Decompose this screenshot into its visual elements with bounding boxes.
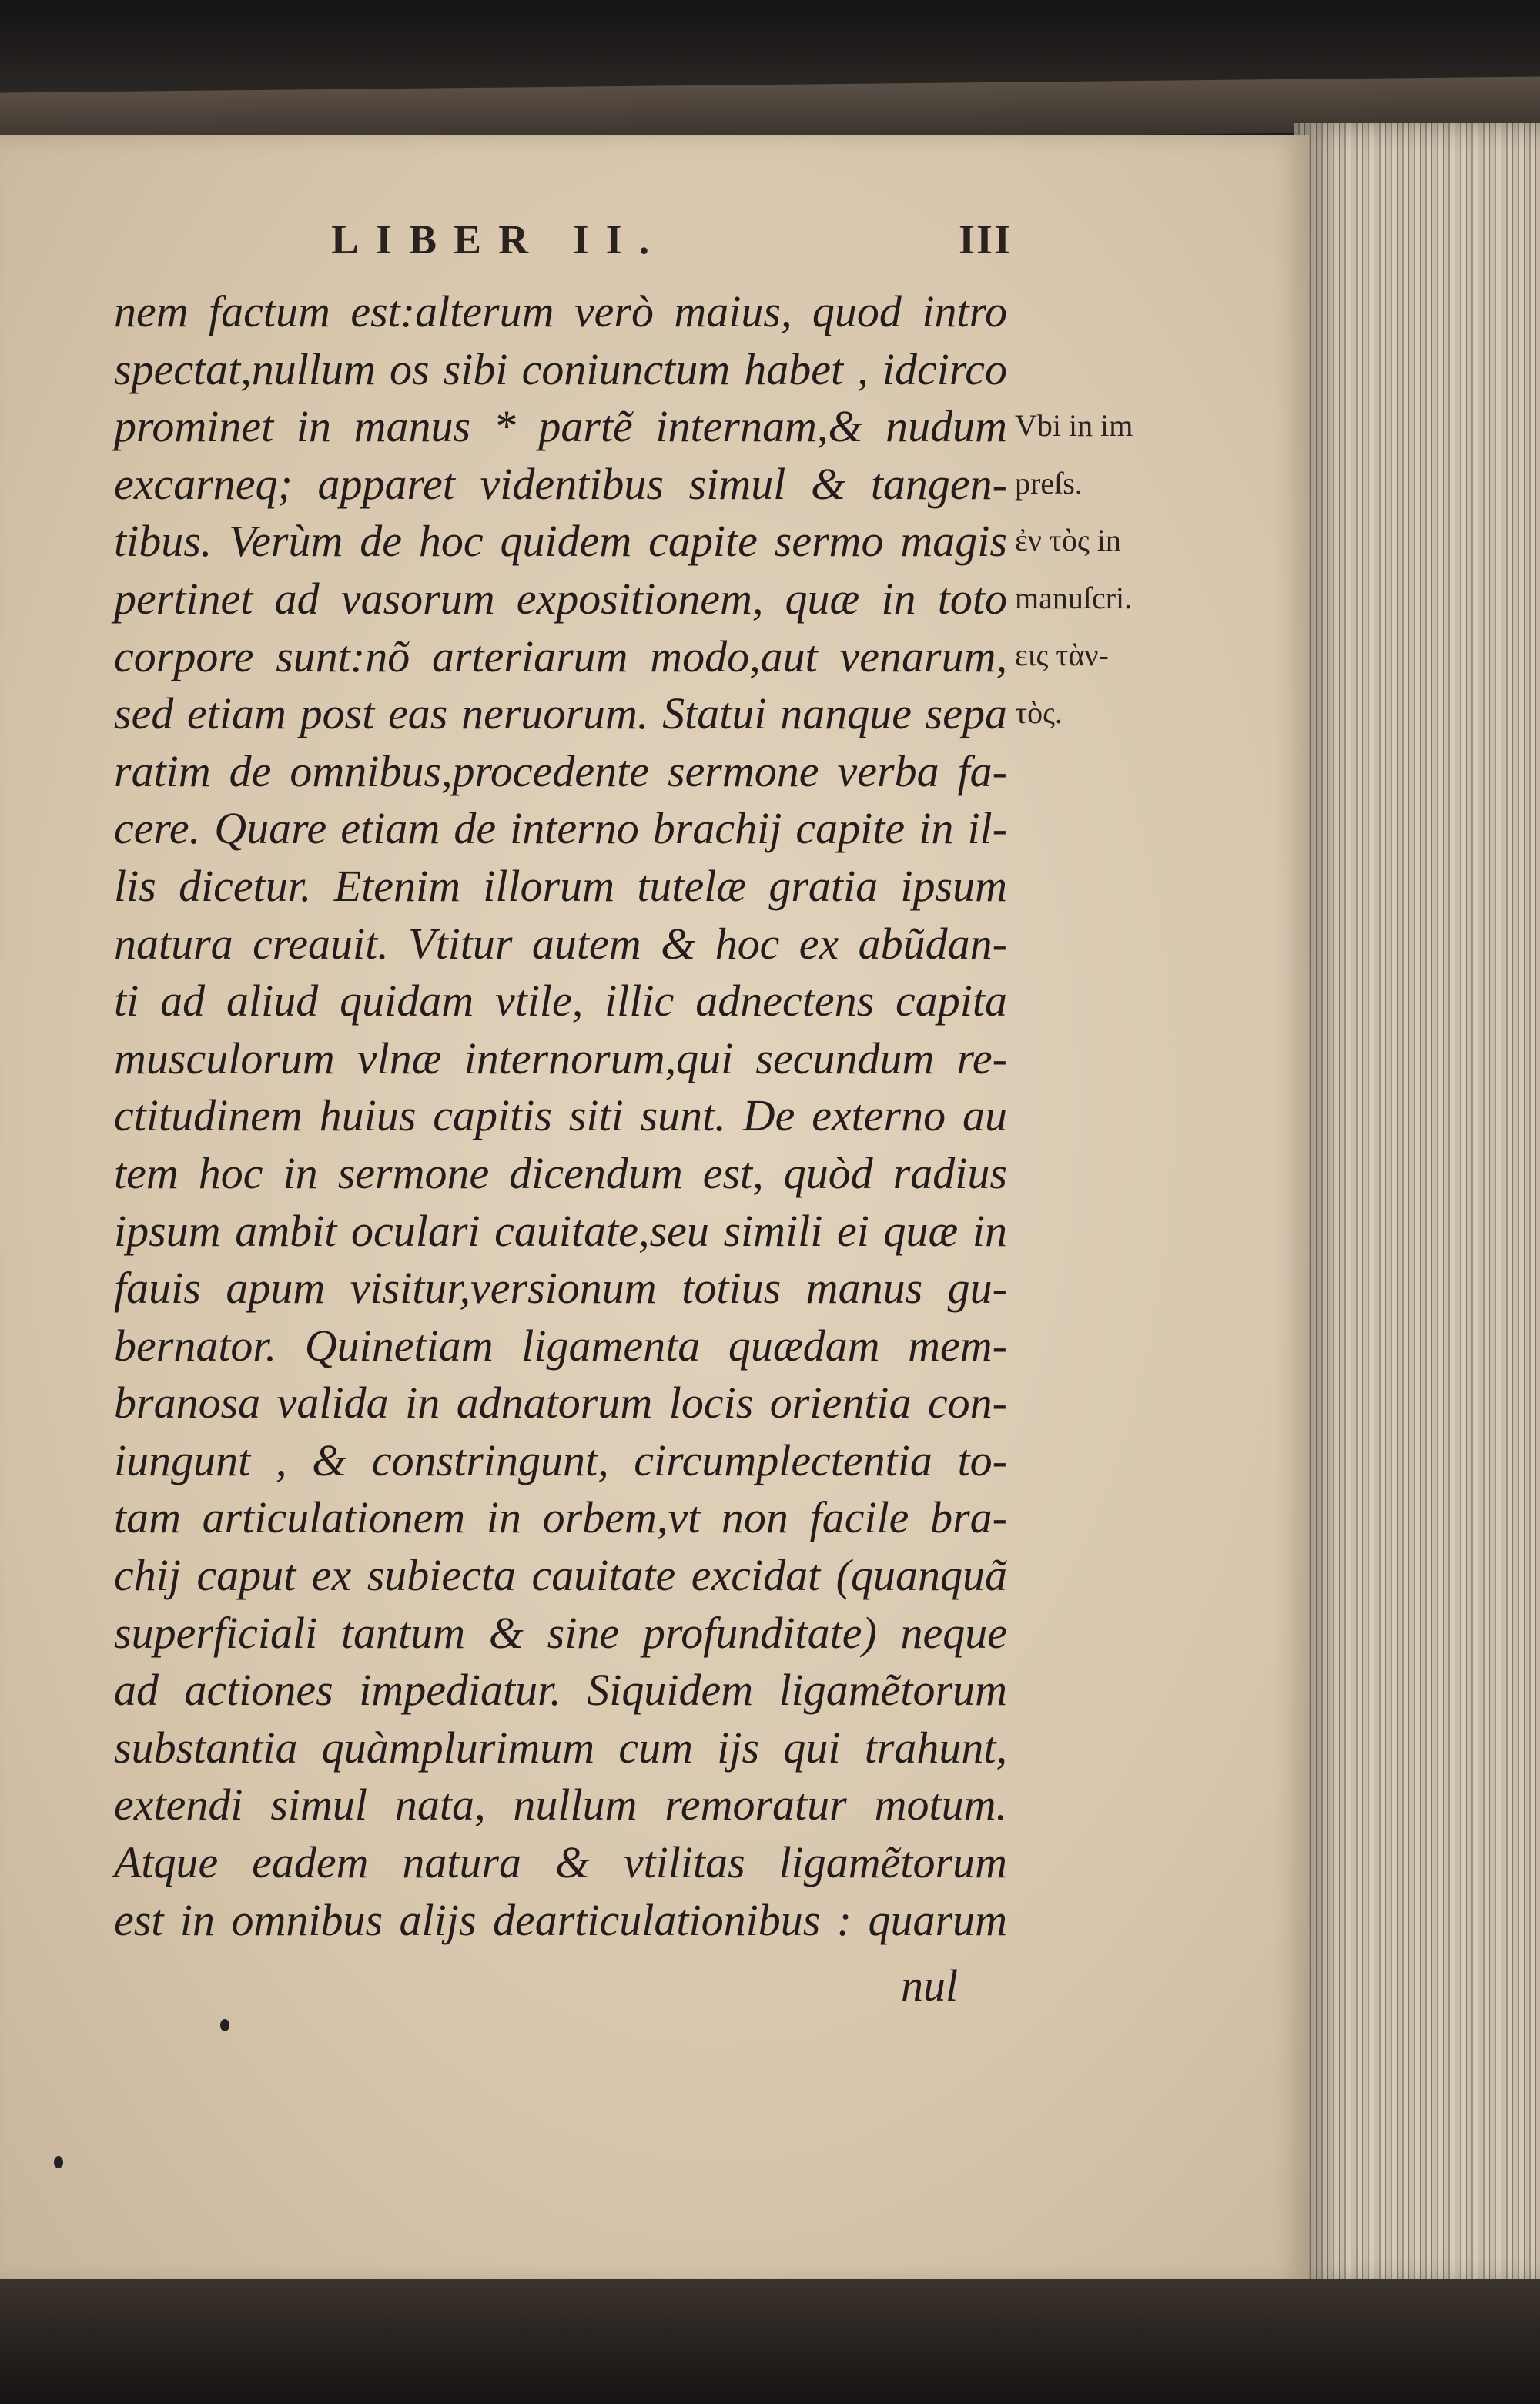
- marginal-note: τὸς.: [1015, 695, 1063, 730]
- text-line: extendi simul nata, nullum remoratur motum.: [114, 1780, 1007, 1830]
- text-line: iungunt , & constringunt, circumplectentia to-: [114, 1435, 1007, 1485]
- text-line: superficiali tantum & sine profunditate) neque: [114, 1607, 1007, 1658]
- body-text: [114, 283, 1007, 1949]
- text-line: ratim de omnibus,procedente sermone verba fa-: [114, 745, 1007, 796]
- text-line: sed etiam post eas neruorum. Statui nanque sepa: [114, 688, 1007, 739]
- text-line: tem hoc in sermone dicendum est, quòd radius: [114, 1147, 1007, 1198]
- text-line: ctitudinem huius capitis siti sunt. De externo au: [114, 1090, 1007, 1141]
- text-line: tam articulationem in orbem,vt non facile bra-: [114, 1492, 1007, 1543]
- marginal-notes: [1015, 397, 1215, 742]
- text-line: pertinet ad vasorum expositionem, quæ in toto: [114, 573, 1007, 624]
- text-line: cere. Quare etiam de interno brachij capite in il-: [114, 803, 1007, 854]
- marginal-note: ἐν τὸς in: [1015, 523, 1121, 558]
- text-line: Atque eadem natura & vtilitas ligamẽtorum: [114, 1837, 1007, 1888]
- text-line: est in omnibus alijs dearticulationibus : quarum: [114, 1894, 1007, 1945]
- page-header: [0, 216, 1309, 270]
- page-fore-edge: [1294, 123, 1540, 2287]
- marginal-note: εις τὰν-: [1015, 638, 1109, 673]
- text-line: natura creauit. Vtitur autem & hoc ex abũdan-: [114, 918, 1007, 969]
- running-head: LIBER II.: [331, 216, 667, 263]
- text-line: corpore sunt:nõ arteriarum modo,aut venarum,: [114, 631, 1007, 681]
- background-bottom: [0, 2279, 1540, 2404]
- catchword: nul: [901, 1960, 959, 2011]
- text-line: ti ad aliud quidam vtile, illic adnectens capita: [114, 976, 1007, 1026]
- text-line: ad actiones impediatur. Siquidem ligamẽtorum: [114, 1665, 1007, 1716]
- text-line: prominet in manus * partẽ internam,& nudum: [114, 401, 1007, 452]
- text-line: substantia quàmplurimum cum ijs qui trahunt,: [114, 1722, 1007, 1773]
- text-line: nem factum est:alterum verò maius, quod intro: [114, 286, 1007, 336]
- text-line: bernator. Quinetiam ligamenta quædam mem-: [114, 1320, 1007, 1371]
- page-number: III: [959, 216, 1013, 263]
- text-line: spectat,nullum os sibi coniunctum habet , idcirco: [114, 343, 1007, 394]
- marginal-note: Vbi in im: [1015, 408, 1133, 443]
- marginal-note: preſs.: [1015, 465, 1083, 501]
- text-line: branosa valida in adnatorum locis orientia con-: [114, 1378, 1007, 1428]
- text-line: lis dicetur. Etenim illorum tutelæ gratia ipsum: [114, 860, 1007, 911]
- text-line: excarneq; apparet videntibus simul & tangen-: [114, 458, 1007, 509]
- ink-speck: [54, 2156, 63, 2168]
- text-line: musculorum vlnæ internorum,qui secundum re-: [114, 1033, 1007, 1083]
- text-line: ipsum ambit oculari cauitate,seu simili ei quæ in: [114, 1205, 1007, 1256]
- text-line: chij caput ex subiecta cauitate excidat (quanquã: [114, 1550, 1007, 1601]
- marginal-note: manuſcri.: [1015, 580, 1133, 615]
- text-line: fauis apum visitur,versionum totius manus gu-: [114, 1263, 1007, 1314]
- ink-speck: [220, 2019, 229, 2031]
- text-line: tibus. Verùm de hoc quidem capite sermo magis: [114, 516, 1007, 567]
